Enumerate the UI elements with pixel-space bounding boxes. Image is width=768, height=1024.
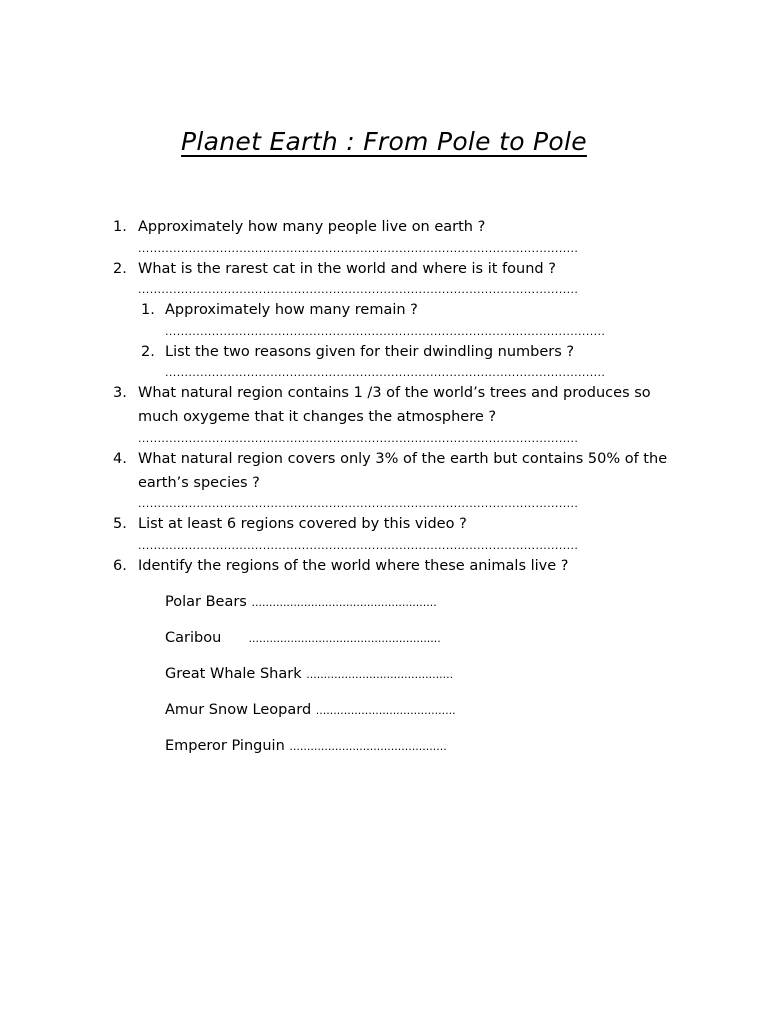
question-4-text-line-1: What natural region covers only 3% of the earth but contains 50% of the	[138, 451, 668, 467]
animal-great-whale-shark	[165, 665, 453, 684]
question-1-answer-line[interactable]: .................................................................................................................	[138, 242, 579, 255]
question-3-number: 3.	[113, 385, 127, 401]
animal-name: Emperor Pinguin	[165, 738, 285, 754]
question-3-text-line-1: What natural region contains 1 /3 of the world’s trees and produces so	[138, 385, 651, 401]
animal-name: Polar Bears	[165, 594, 247, 610]
question-2-sub-1-number: 1.	[141, 302, 155, 318]
question-6-text: Identify the regions of the world where these animals live ?	[138, 558, 569, 574]
question-4-number: 4.	[113, 451, 127, 467]
question-1-text: Approximately how many people live on earth ?	[138, 219, 486, 235]
animal-amur-snow-leopard	[165, 701, 456, 720]
question-2-sub-2-number: 2.	[141, 344, 155, 360]
question-2-number: 2.	[113, 261, 127, 277]
question-3-text-line-2: much oxygeme that it changes the atmosphere ?	[138, 409, 497, 425]
animal-answer-line[interactable]: ........................................	[315, 704, 456, 717]
animal-caribou	[165, 629, 441, 648]
question-6-number: 6.	[113, 558, 127, 574]
animal-name: Caribou	[165, 630, 222, 646]
animal-name: Great Whale Shark	[165, 666, 302, 682]
question-2-text: What is the rarest cat in the world and where is it found ?	[138, 261, 556, 277]
question-2-answer-line[interactable]: .................................................................................................................	[138, 283, 579, 296]
question-2-sub-1-text: Approximately how many remain ?	[165, 302, 418, 318]
question-2-sub-2-answer-line[interactable]: .................................................................................................................	[165, 366, 606, 379]
animal-answer-line[interactable]: ..........................................	[306, 668, 454, 681]
animal-answer-line[interactable]: .............................................	[289, 740, 447, 753]
animal-name: Amur Snow Leopard	[165, 702, 312, 718]
page-title: Planet Earth : From Pole to Pole	[181, 127, 587, 156]
animal-answer-line[interactable]: .....................................................	[251, 596, 437, 609]
question-2-sub-1-answer-line[interactable]: .................................................................................................................	[165, 325, 606, 338]
question-2-sub-2-text: List the two reasons given for their dwindling numbers ?	[165, 344, 575, 360]
question-1-number: 1.	[113, 219, 127, 235]
animal-polar-bears	[165, 593, 437, 612]
animal-answer-line[interactable]: .......................................................	[248, 632, 441, 645]
question-3-answer-line[interactable]: .................................................................................................................	[138, 432, 579, 445]
question-5-number: 5.	[113, 516, 127, 532]
question-5-answer-line[interactable]: .................................................................................................................	[138, 539, 579, 552]
animal-emperor-pinguin	[165, 737, 447, 756]
question-5-text: List at least 6 regions covered by this video ?	[138, 516, 467, 532]
question-4-text-line-2: earth’s species ?	[138, 475, 260, 491]
question-4-answer-line[interactable]: .................................................................................................................	[138, 497, 579, 510]
